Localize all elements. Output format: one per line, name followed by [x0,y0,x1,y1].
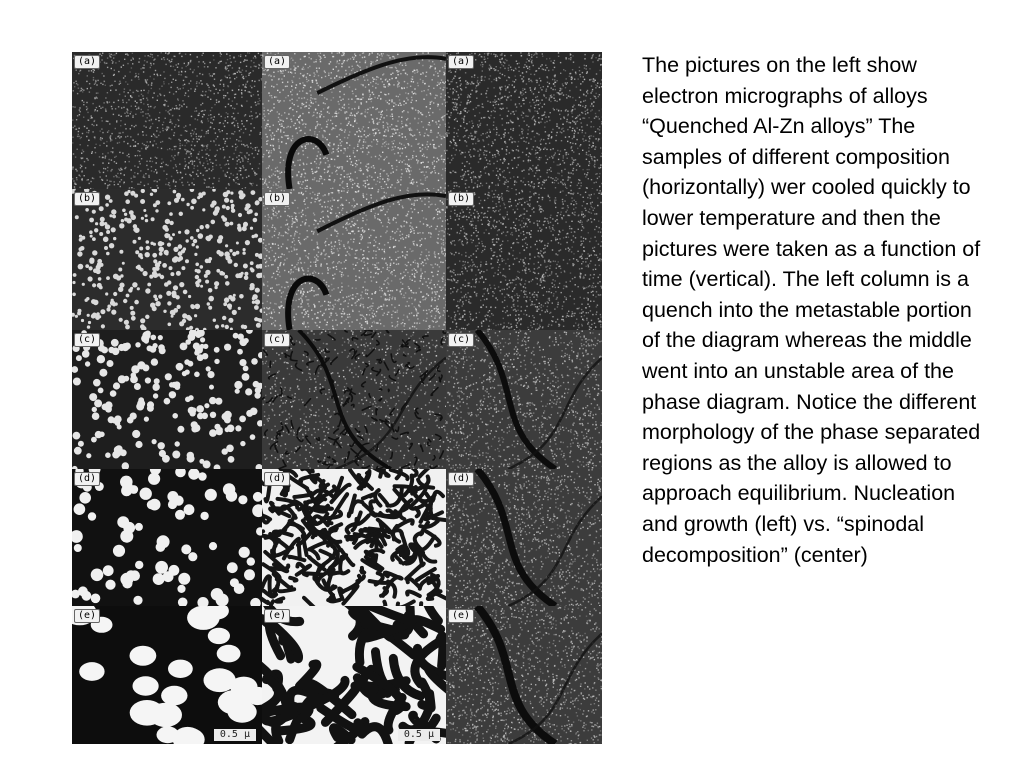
panel-label: (b) [448,192,474,206]
micrograph-texture [262,330,446,469]
micrograph-texture [72,330,262,469]
micrograph-panel [72,606,262,744]
panel-label: (c) [74,333,100,347]
micrograph-texture [446,606,602,744]
micrograph-panel [72,52,262,189]
micrograph-panel [446,606,602,744]
micrograph-texture [446,52,602,189]
micrograph-panel [262,469,446,606]
micrograph-panel [72,469,262,606]
micrograph-texture [262,606,446,744]
micrograph-texture [262,469,446,606]
panel-label: (d) [264,472,290,486]
micrograph-panel [262,52,446,189]
micrograph-texture [72,52,262,189]
micrograph-texture [72,469,262,606]
micrograph-grid [72,52,602,744]
panel-label: (e) [74,609,100,623]
panel-label: (a) [74,55,100,69]
micrograph-texture [446,189,602,330]
micrograph-panel [446,52,602,189]
micrograph-panel [446,189,602,330]
micrograph-texture [72,606,262,744]
micrograph-texture [262,52,446,189]
micrograph-texture [72,189,262,330]
panel-label: (a) [264,55,290,69]
panel-label: (a) [448,55,474,69]
panel-label: (d) [448,472,474,486]
micrograph-texture [446,330,602,469]
panel-label: (e) [264,609,290,623]
panel-label: (b) [74,192,100,206]
micrograph-panel [262,606,446,744]
micrograph-panel [72,330,262,469]
micrograph-panel [262,189,446,330]
micrograph-panel [262,330,446,469]
panel-label: (b) [264,192,290,206]
micrograph-panel [446,330,602,469]
description-text: The pictures on the left show electron micrographs of alloys “Quenched Al-Zn alloys” The samples of different composition (horizontally) wer cooled quickly to lower temperature and then the pictures were taken as a function of time (vertical). The left column is a quench into the metastable portion of the diagram whereas the middle went into an unstable area of the phase diagram. Notice the different morphology of the phase separated regions as the alloy is allowed to approach equilibrium. Nucleation and growth (left) vs. “spinodal decomposition” (center) [642,53,981,567]
scale-bar-label: 0.5 μ [398,729,440,741]
panel-label: (c) [264,333,290,347]
panel-label: (d) [74,472,100,486]
micrograph-texture [446,469,602,606]
micrograph-panel [72,189,262,330]
panel-label: (c) [448,333,474,347]
scale-bar-label: 0.5 μ [214,729,256,741]
panel-label: (e) [448,609,474,623]
micrograph-texture [262,189,446,330]
micrograph-panel [446,469,602,606]
